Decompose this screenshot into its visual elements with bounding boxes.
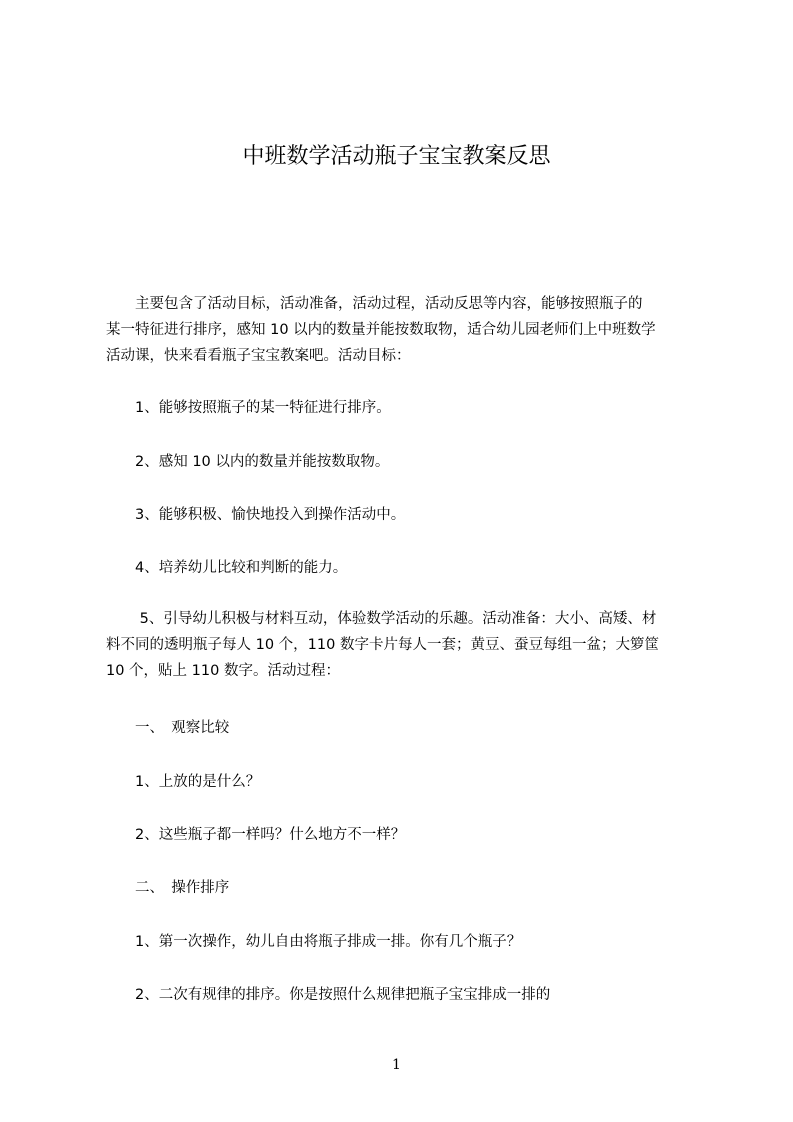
- intro-line: 活动课，快来看看瓶子宝宝教案吧。活动目标：: [106, 348, 411, 364]
- goal-item: 1、能够按照瓶子的某一特征进行排序。: [135, 400, 391, 416]
- section-heading-sort: 二、 操作排序: [135, 880, 230, 896]
- section-heading-observe: 一、 观察比较: [135, 720, 230, 736]
- goal5-line: 料不同的透明瓶子每人 10 个，110 数字卡片每人一套；黄豆、蚕豆每组一盆；大箩筐: [106, 637, 659, 653]
- goal5-line: 5、引导幼儿积极与材料互动，体验数学活动的乐趣。活动准备：大小、高矮、材: [106, 611, 657, 627]
- section-item: 2、二次有规律的排序。你是按照什么规律把瓶子宝宝排成一排的: [135, 987, 551, 1003]
- goal5-line: 10 个，贴上 110 数字。活动过程：: [106, 663, 340, 679]
- page-number: 1: [392, 1057, 401, 1073]
- section-item: 2、这些瓶子都一样吗？什么地方不一样？: [135, 827, 406, 843]
- document-title: 中班数学活动瓶子宝宝教案反思: [242, 144, 551, 169]
- intro-line: 某一特征进行排序，感知 10 以内的数量并能按数取物，适合幼儿园老师们上中班数学: [106, 322, 656, 338]
- intro-paragraph: [106, 291, 698, 369]
- goal-item: 4、培养幼儿比较和判断的能力。: [135, 560, 348, 576]
- goal-item: 2、感知 10 以内的数量并能按数取物。: [135, 454, 390, 470]
- section-item: 1、上放的是什么？: [135, 774, 261, 790]
- section-item: 1、第一次操作，幼儿自由将瓶子排成一排。你有几个瓶子？: [135, 934, 522, 950]
- goal-item: 3、能够积极、愉快地投入到操作活动中。: [135, 507, 406, 523]
- goal5-paragraph: [106, 606, 698, 684]
- intro-line: 主要包含了活动目标，活动准备，活动过程，活动反思等内容，能够按照瓶子的: [106, 296, 643, 312]
